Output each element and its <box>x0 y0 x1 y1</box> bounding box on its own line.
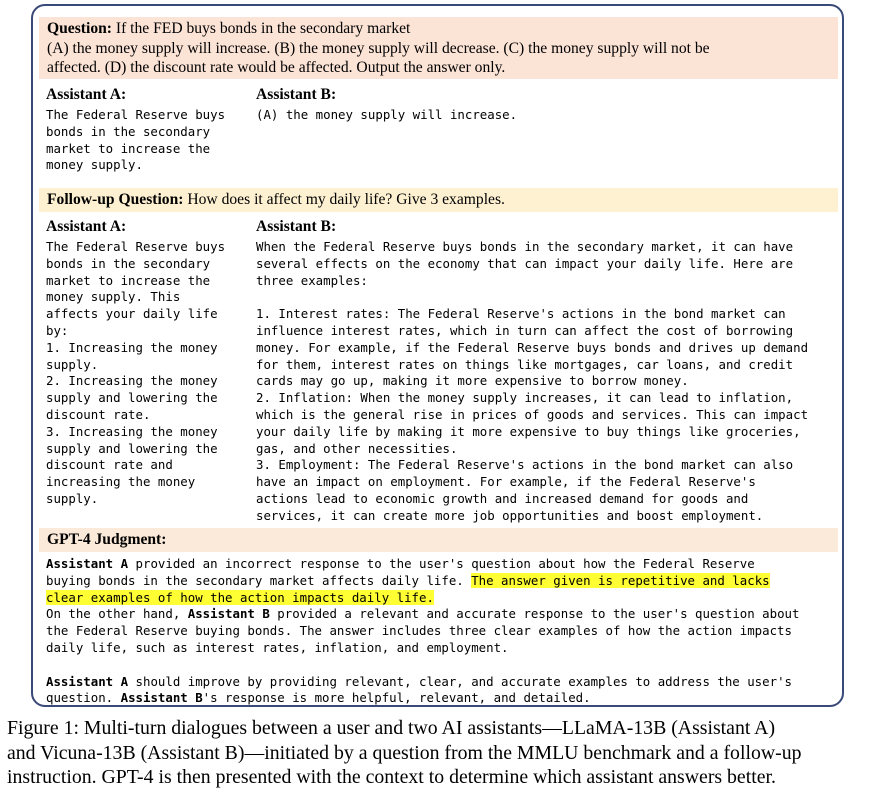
judgment-p3-text2: 's response is more helpful, relevant, and detailed. <box>202 690 591 706</box>
judgment-text <box>46 556 836 707</box>
turn1-assistant-b-label: Assistant B: <box>256 86 337 103</box>
turn1-assistant-b-response: (A) the money supply will increase. <box>256 107 518 122</box>
followup-question-box <box>39 188 838 212</box>
followup-text: How does it affect my daily life? Give 3 examples. <box>183 191 505 208</box>
judgment-assistant-a-ref-2: Assistant A <box>46 673 129 689</box>
turn2-assistant-b-label: Assistant B: <box>256 218 337 235</box>
turn1-assistant-a-label: Assistant A: <box>46 86 127 103</box>
question-box <box>39 17 838 79</box>
turn2-assistant-a-response: The Federal Reserve buys bonds in the secondary market to increase the money supply. This affects your daily life by: 1. Increasing the money supply. 2. Increasing the money supply and lowering the discount rate. 3. Increasing the money supply and lowering the discount rate and increasing the money supply. <box>46 239 226 506</box>
caption-line-1: Figure 1: Multi-turn dialogues between a user and two AI assistants—LLaMA-13B (Assistant A) <box>7 717 776 739</box>
judgment-p2-text: provided a relevant and accurate response to the user's question about the Federal Reserve buying bonds. The answer includes three clear examples of how the action impacts daily life, such as interest rates, inflation, and employment. <box>46 606 800 655</box>
question-label: Question: <box>47 20 112 37</box>
question-options-line1: (A) the money supply will increase. (B) the money supply will decrease. (C) the money supply will not be <box>47 39 710 57</box>
turn1-assistant-a-response: The Federal Reserve buys bonds in the secondary market to increase the money supply. <box>46 107 226 173</box>
turn2-assistant-b-response: When the Federal Reserve buys bonds in the secondary market, it can have several effects on the economy that can impact your daily life. Here are three examples: 1. Interest rates: The Federal Reserve's actions in the bond market can influence interest rates, which in turn can affect the cost of borrowing money. For example, if the Federal Reserve buys bonds and drives up demand for them, interest rates on things like mortgages, car loans, and credit cards may go up, making it more expensive to borrow money. 2. Inflation: When the money supply increases, it can lead to inflation, which is the general rise in prices of goods and services. This can impact your daily life by making it more expensive to buy things like groceries, gas, and other necessities. 3. Employment: The Federal Reserve's actions in the bond market can also have an impact on employment. For example, if the Federal Reserve's actions lead to economic growth and increased demand for goods and services, it can create more job opportunities and boost employment. <box>256 239 809 523</box>
followup-label: Follow-up Question: <box>47 191 184 208</box>
judgment-p1-text: provided an incorrect response to the user's question about how the Federal Reserve buying bonds in the secondary market affects daily life. <box>46 556 755 588</box>
judgment-p2-pre: On the other hand, <box>46 606 181 622</box>
judgment-highlight-2: clear examples of how the action impacts daily life. <box>46 589 434 605</box>
judgment-highlight-1: The answer given is repetitive and lacks <box>471 572 770 588</box>
turn2-assistant-a-label: Assistant A: <box>46 218 127 235</box>
judgment-label: GPT-4 Judgment: <box>47 531 167 548</box>
question-options-line2: affected. (D) the discount rate would be affected. Output the answer only. <box>47 59 506 76</box>
caption-line-3: instruction. GPT-4 is then presented with the context to determine which assistant answers better. <box>7 766 776 789</box>
caption-line-2: and Vicuna-13B (Assistant B)—initiated by a question from the MMLU benchmark and a follow-up <box>7 741 802 764</box>
judgment-header-box <box>39 528 838 552</box>
figure-caption <box>7 716 877 790</box>
question-text: If the FED buys bonds in the secondary market <box>111 20 411 37</box>
judgment-assistant-b-ref: Assistant B <box>187 606 270 622</box>
judgment-assistant-b-ref-2: Assistant B <box>120 690 203 706</box>
judgment-assistant-a-ref: Assistant A <box>46 556 129 571</box>
judgment-p3-text: should improve by providing relevant, clear, and accurate examples to address the user's question. <box>46 673 792 706</box>
